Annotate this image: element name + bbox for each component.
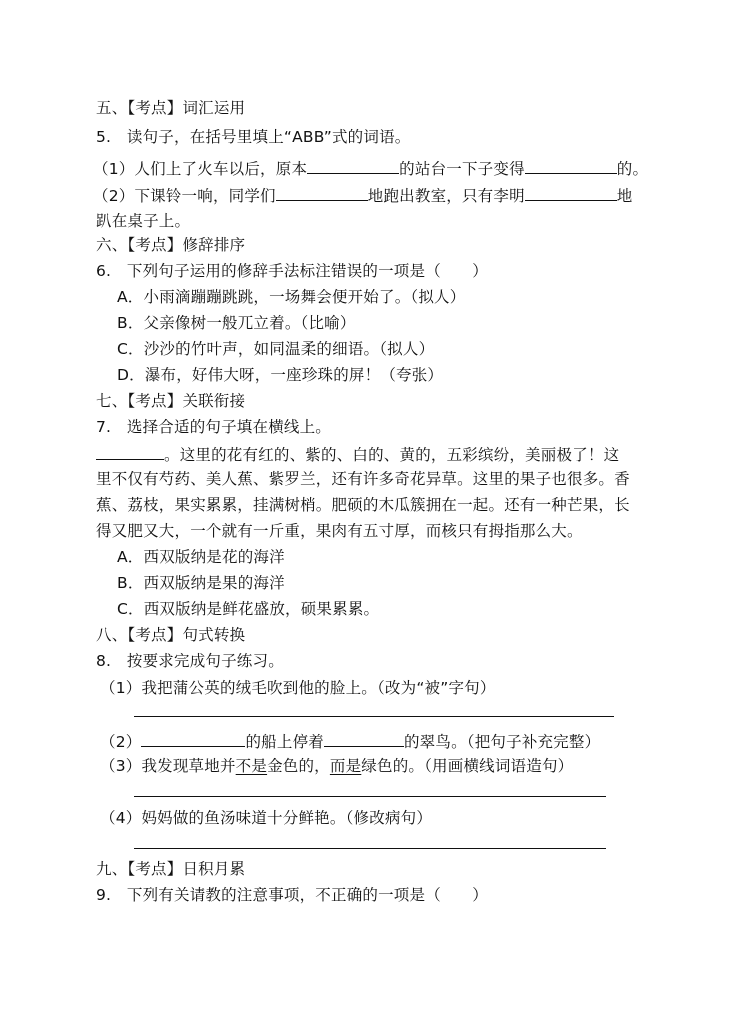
item-text: 地: [616, 187, 633, 205]
answer-blank[interactable]: [324, 730, 404, 747]
option-a[interactable]: A．西双版纳是花的海洋: [117, 548, 285, 566]
question-5-item-2: [93, 184, 632, 206]
question-9: 9. 下列有关请教的注意事项，不正确的一项是（ ）: [96, 886, 488, 904]
answer-blank[interactable]: [276, 184, 368, 201]
item-text: 的船上停着: [245, 733, 324, 751]
question-5-item-1: [93, 157, 648, 179]
section-8-heading: 八、【考点】句式转换: [96, 626, 246, 644]
answer-blank[interactable]: [307, 157, 399, 174]
question-8-item-1: （1）我把蒲公英的绒毛吹到他的脸上。（改为“被”字句）: [100, 679, 496, 697]
question-8-item-2: [100, 730, 600, 752]
section-9-heading: 九、【考点】日积月累: [96, 860, 246, 878]
answer-blank[interactable]: [525, 157, 617, 174]
option-b[interactable]: B．西双版纳是果的海洋: [117, 574, 285, 592]
passage-line: 得又肥又大，一个就有一斤重，果肉有五寸厚，而核只有拇指那么大。: [96, 522, 583, 540]
option-c[interactable]: C．西双版纳是鲜花盛放，硕果累累。: [117, 600, 380, 618]
option-c[interactable]: C．沙沙的竹叶声，如同温柔的细语。（拟人）: [117, 340, 435, 358]
item-text: 绿色的。（用画横线词语造句）: [361, 757, 574, 775]
question-8-item-3: [100, 756, 573, 776]
item-text: 的翠鸟。（把句子补充完整）: [403, 733, 601, 751]
question-8: 8. 按要求完成句子练习。: [96, 652, 284, 670]
option-b[interactable]: B．父亲像树一般兀立着。（比喻）: [117, 314, 356, 332]
underlined-word: 不是: [235, 757, 268, 775]
item-text: 的。: [616, 160, 649, 178]
answer-blank[interactable]: [141, 730, 245, 747]
answer-line[interactable]: [134, 848, 606, 849]
item-text: 的站台一下子变得: [399, 160, 525, 178]
answer-line[interactable]: [134, 796, 606, 797]
underlined-word: 而是: [329, 757, 362, 775]
section-5-heading: 五、【考点】词汇运用: [96, 99, 246, 117]
passage-line: 蕉、荔枝，果实累累，挂满树梢。肥硕的木瓜簇拥在一起。还有一种芒果，长: [96, 496, 630, 514]
item-text: 地跑出教室，只有李明: [367, 187, 525, 205]
option-d[interactable]: D．瀑布，好伟大呀，一座珍珠的屏！（夸张）: [117, 366, 444, 384]
passage-line: [96, 443, 619, 465]
question-5: 5. 读句子，在括号里填上“ABB”式的词语。: [96, 128, 411, 146]
answer-line[interactable]: [134, 716, 614, 717]
item-text: （2）下课铃一响，同学们: [93, 187, 276, 205]
item-text: （3）我发现草地并: [100, 757, 236, 775]
section-6-heading: 六、【考点】修辞排序: [96, 236, 246, 254]
answer-blank[interactable]: [96, 443, 164, 460]
item-text: 金色的，: [267, 757, 330, 775]
item-text: （2）: [100, 733, 142, 751]
answer-blank[interactable]: [525, 184, 617, 201]
option-a[interactable]: A．小雨滴蹦蹦跳跳，一场舞会便开始了。（拟人）: [117, 288, 466, 306]
question-5-item-2-cont: 趴在桌子上。: [96, 212, 191, 230]
question-8-item-4: （4）妈妈做的鱼汤味道十分鲜艳。（修改病句）: [100, 809, 433, 827]
section-7-heading: 七、【考点】关联衔接: [96, 392, 246, 410]
item-text: （1）人们上了火车以后，原本: [93, 160, 308, 178]
passage-text: 。这里的花有红的、紫的、白的、黄的，五彩缤纷，美丽极了！这: [164, 446, 620, 464]
passage-line: 里不仅有芍药、美人蕉、紫罗兰，还有许多奇花异草。这里的果子也很多。香: [96, 470, 630, 488]
question-7: 7. 选择合适的句子填在横线上。: [96, 418, 331, 436]
question-6: 6. 下列句子运用的修辞手法标注错误的一项是（ ）: [96, 262, 488, 280]
